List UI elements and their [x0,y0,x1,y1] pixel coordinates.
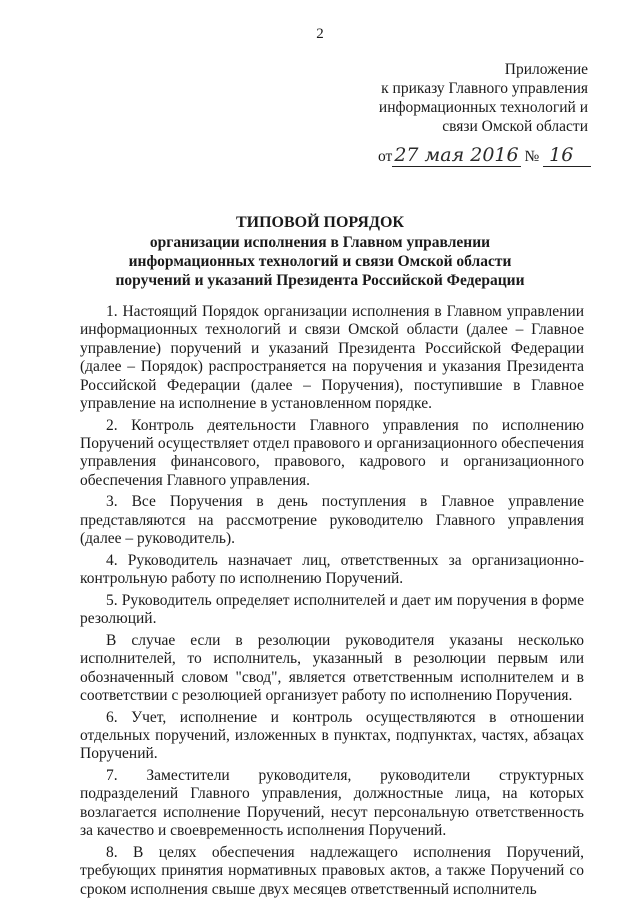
order-date-handwritten: 27 мая 2016 [394,144,519,166]
paragraph: 8. В целях обеспечения надлежащего исполнения Поручений, требующих принятия нормативных правовых актов, а также Поручений со сроком исполнения свыше двух месяцев ответственный исполнитель [80,843,584,898]
paragraph: 5. Руководитель определяет исполнителей и дает им поручения в форме резолюций. [80,591,584,628]
appendix-line: информационных технологий и [378,99,588,116]
paragraph: 2. Контроль деятельности Главного управления по исполнению Поручений осуществляет отдел правового и организационного обеспечения управления финансового, правового, кадрового и организационного обеспечения Главного управления. [80,416,584,489]
paragraph: 7. Заместители руководителя, руководители структурных подразделений Главного управления, должностные лица, на которых возлагается исполнение Поручений, несут персональную ответственность за качество и своевременность исполнения Поручений. [80,767,584,840]
paragraph: 4. Руководитель назначает лиц, ответственных за организационно-контрольную работу по исполнению Поручений. [80,551,584,588]
order-reference [378,144,591,167]
order-number-label: № [524,148,540,165]
title-subtitle-line: информационных технологий и связи Омской области [128,253,512,270]
paragraph: В случае если в резолюции руководителя указаны несколько исполнителей, то исполнитель, указанный в резолюции первым или обозначенный словом "свод", является ответственным исполнителем и в соответствии с резолюцией организует работу по исполнению Поручения. [80,631,584,705]
document-title [0,213,640,290]
appendix-line: Приложение [504,61,588,78]
title-subtitle-line: организации исполнения в Главном управлении [149,234,491,251]
paragraph: 6. Учет, исполнение и контроль осуществляются в отношении отдельных поручений, изложенных в пунктах, подпунктах, частях, абзацах Поручений. [80,708,584,763]
appendix-block [379,60,588,136]
order-prefix: от [378,148,393,165]
title-main: ТИПОВОЙ ПОРЯДОК [235,214,405,231]
paragraph: 1. Настоящий Порядок организации исполнения в Главном управлении информационных технологий и связи Омской области (далее – Главное управление) поручений и указаний Президента Российской Федерации (далее – Порядок) распространяется на поручения и указания Президента Российской Федерации (далее – Поручения), поступившие в Главное управление на исполнение в установленном порядке. [80,303,584,413]
appendix-line: к приказу Главного управления [381,80,588,97]
appendix-line: связи Омской области [442,118,588,135]
page-number: 2 [316,26,324,42]
paragraph: 3. Все Поручения в день поступления в Главное управление представляются на рассмотрение руководителю Главного управления (далее – руководитель). [80,493,584,548]
document-body [80,303,584,902]
order-number-handwritten: 16 [543,144,591,167]
title-subtitle-line: поручений и указаний Президента Российской Федерации [115,272,525,289]
